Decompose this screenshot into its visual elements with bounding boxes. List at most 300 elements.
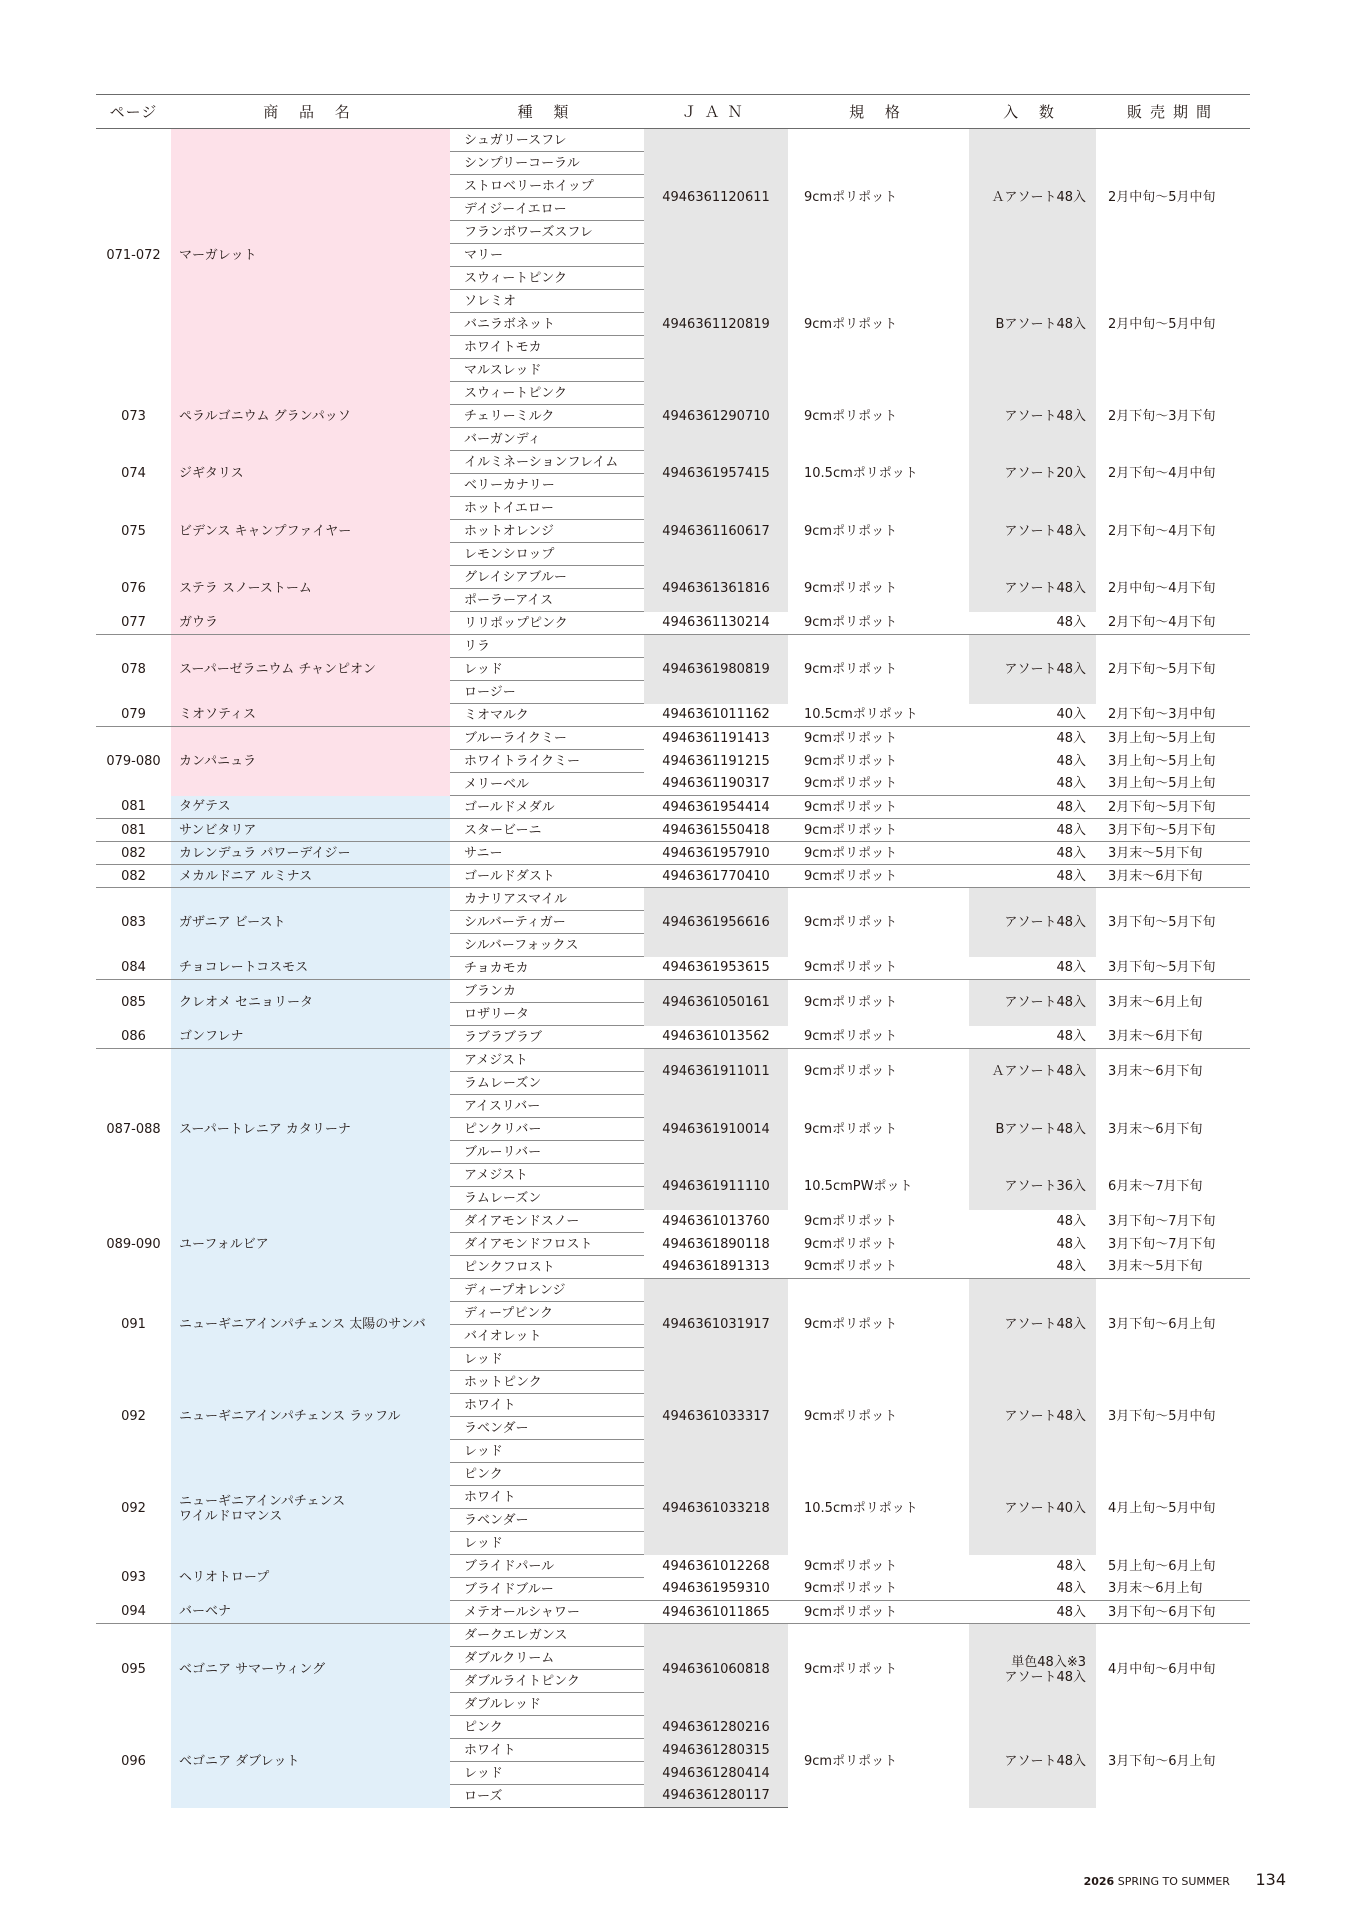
jan-cell: 4946361280315: [644, 1739, 788, 1762]
kind-cell: ポーラーアイス: [450, 589, 644, 612]
sales-period-cell: 3月末～5月下旬: [1096, 842, 1250, 865]
jan-cell: 4946361911011: [644, 1049, 788, 1095]
sales-period-cell: 2月下旬～5月下旬: [1096, 796, 1250, 819]
spec-cell: 9cmポリポット: [804, 581, 898, 596]
sales-period-cell: 3月末～6月下旬: [1096, 1026, 1250, 1049]
page-cell: 092: [121, 1409, 146, 1424]
sales-period-cell: 3月下旬～5月中旬: [1108, 1409, 1216, 1424]
kind-cell: デイジーイエロー: [450, 198, 644, 221]
sales-period-cell: 4月上旬～5月中旬: [1108, 1501, 1216, 1516]
sales-period-cell: 3月下旬～6月下旬: [1096, 1601, 1250, 1624]
kind-cell: シルバーティガー: [450, 911, 644, 934]
kind-cell: スウィートピンク: [450, 382, 644, 405]
jan-cell: 4946361980819: [644, 635, 788, 704]
sales-period-cell: 6月末～7月下旬: [1108, 1179, 1203, 1194]
header-page: ページ: [96, 95, 171, 129]
product-name-cell: ニューギニアインパチェンス ラッフル: [171, 1371, 450, 1463]
page-cell: 081: [96, 796, 171, 819]
page-cell: 083: [121, 914, 146, 930]
kind-cell: メテオールシャワー: [450, 1601, 644, 1624]
page-cell: 075: [121, 523, 146, 539]
table-row: [96, 1463, 1250, 1486]
product-name-cell: スーパーゼラニウム チャンピオン: [171, 635, 450, 704]
header-spec: 規 格: [788, 95, 969, 129]
quantity-cell: 48入: [969, 612, 1096, 635]
quantity-cell: アソート20入: [969, 451, 1096, 497]
page-cell: 096: [121, 1754, 146, 1769]
quantity-cell: 48入: [969, 1210, 1096, 1233]
jan-cell: 4946361033218: [644, 1463, 788, 1555]
kind-cell: ホワイト: [450, 1394, 644, 1417]
product-name-cell: マーガレット: [171, 129, 450, 382]
page-cell: 084: [96, 957, 171, 980]
table-row: [96, 727, 1250, 750]
quantity-cell: アソート48入: [969, 635, 1096, 704]
table-row: [96, 1049, 1250, 1072]
kind-cell: リラ: [450, 635, 644, 658]
product-name-cell: ジギタリス: [171, 451, 450, 497]
kind-cell: ゴールドダスト: [450, 865, 644, 888]
kind-cell: ローズ: [450, 1785, 644, 1808]
page-cell: 095: [121, 1662, 146, 1678]
spec-cell: 9cmポリポット: [788, 1026, 969, 1049]
jan-cell: 4946361012268: [644, 1555, 788, 1578]
kind-cell: シンプリーコーラル: [450, 152, 644, 175]
quantity-cell: Bアソート48入: [969, 1095, 1096, 1164]
sales-period-cell: 3月下旬～5月下旬: [1108, 914, 1216, 930]
jan-cell: 4946361957910: [644, 842, 788, 865]
sales-period-cell: 3月末～6月下旬: [1108, 1121, 1203, 1137]
product-table: [96, 94, 1250, 1808]
quantity-cell: 単色48入※3 アソート48入: [969, 1624, 1096, 1716]
jan-cell: 4946361290710: [644, 382, 788, 451]
header-sales-period: 販売期間: [1096, 95, 1250, 129]
kind-cell: アイスリバー: [450, 1095, 644, 1118]
kind-cell: チェリーミルク: [450, 405, 644, 428]
spec-cell: 10.5cmPWポット: [804, 1179, 913, 1194]
table-body: [96, 129, 1250, 1808]
sales-period-cell: 3月末～6月上旬: [1108, 995, 1203, 1011]
quantity-cell: 48入: [969, 1601, 1096, 1624]
kind-cell: レッド: [450, 1532, 644, 1555]
kind-cell: スタービーニ: [450, 819, 644, 842]
header-quantity: 入 数: [969, 95, 1096, 129]
jan-cell: 4946361956616: [644, 888, 788, 957]
quantity-cell: 48入: [969, 727, 1096, 750]
product-name-cell: ゴンフレナ: [171, 1026, 450, 1049]
spec-cell: 9cmポリポット: [788, 819, 969, 842]
spec-cell: 9cmポリポット: [788, 773, 969, 796]
kind-cell: バーガンディ: [450, 428, 644, 451]
kind-cell: ダブルライトピンク: [450, 1670, 644, 1693]
kind-cell: レッド: [450, 1762, 644, 1785]
spec-cell: 9cmポリポット: [788, 1256, 969, 1279]
footer-season: SPRING TO SUMMER: [1117, 1875, 1230, 1888]
table-header: [96, 95, 1250, 129]
page-cell: 093: [121, 1570, 146, 1585]
jan-cell: 4946361953615: [644, 957, 788, 980]
jan-cell: 4946361060818: [644, 1624, 788, 1716]
sales-period-cell: 4月中旬～6月中旬: [1108, 1662, 1216, 1678]
kind-cell: アメジスト: [450, 1164, 644, 1187]
spec-cell: 10.5cmポリポット: [788, 704, 969, 727]
kind-cell: レッド: [450, 658, 644, 681]
kind-cell: マルスレッド: [450, 359, 644, 382]
product-name-cell: ガウラ: [171, 612, 450, 635]
jan-cell: 4946361361816: [644, 566, 788, 612]
quantity-cell: アソート48入: [969, 382, 1096, 451]
sales-period-cell: 2月下旬～4月下旬: [1108, 523, 1216, 539]
kind-cell: ホワイトライクミー: [450, 750, 644, 773]
sales-period-cell: 3月下旬～7月下旬: [1108, 1213, 1216, 1229]
spec-cell: 10.5cmポリポット: [804, 1501, 918, 1516]
kind-cell: ダブルクリーム: [450, 1647, 644, 1670]
kind-cell: ディープピンク: [450, 1302, 644, 1325]
jan-cell: 4946361120611: [644, 129, 788, 267]
page-cell: 078: [121, 661, 146, 677]
spec-cell: 9cmポリポット: [788, 865, 969, 888]
product-name-cell: ヘリオトロープ: [171, 1555, 450, 1601]
kind-cell: ロザリータ: [450, 1003, 644, 1026]
table-row: [96, 957, 1250, 980]
quantity-cell: 48入: [969, 750, 1096, 773]
quantity-cell: 48入: [969, 796, 1096, 819]
sales-period-cell: 3月下旬～7月下旬: [1108, 1236, 1216, 1252]
jan-cell: 4946361191215: [644, 750, 788, 773]
quantity-cell: アソート48入: [969, 888, 1096, 957]
quantity-cell: アソート36入: [969, 1164, 1096, 1210]
table-row: [96, 865, 1250, 888]
table-row: [96, 888, 1250, 911]
product-name-cell: ミオソティス: [171, 704, 450, 727]
page-number: 134: [1255, 1870, 1286, 1889]
sales-period-cell: 2月下旬～3月下旬: [1108, 408, 1216, 424]
table-row: [96, 1716, 1250, 1739]
quantity-cell: 48入: [969, 842, 1096, 865]
kind-cell: ホワイトモカ: [450, 336, 644, 359]
kind-cell: ラムレーズン: [450, 1072, 644, 1095]
jan-cell: 4946361130214: [644, 612, 788, 635]
kind-cell: ストロベリーホイップ: [450, 175, 644, 198]
sales-period-cell: 3月末～5月下旬: [1096, 1256, 1250, 1279]
sales-period-cell: 2月中旬～4月下旬: [1108, 581, 1216, 596]
table-row: [96, 451, 1250, 474]
kind-cell: シュガリースフレ: [450, 129, 644, 152]
kind-cell: ダブルレッド: [450, 1693, 644, 1716]
jan-cell: 4946361770410: [644, 865, 788, 888]
kind-cell: ダイアモンドフロスト: [450, 1233, 644, 1256]
spec-cell: 9cmポリポット: [788, 957, 969, 980]
quantity-cell: アソート48入: [969, 1716, 1096, 1808]
page-cell: 082: [96, 842, 171, 865]
table-row: [96, 980, 1250, 1003]
jan-cell: 4946361910014: [644, 1095, 788, 1164]
table-row: [96, 1371, 1250, 1394]
kind-cell: シルバーフォックス: [450, 934, 644, 957]
kind-cell: リリポップピンク: [450, 612, 644, 635]
kind-cell: ロージー: [450, 681, 644, 704]
kind-cell: バニラボネット: [450, 313, 644, 336]
sales-period-cell: 3月上旬～5月上旬: [1108, 730, 1216, 746]
quantity-cell: アソート48入: [969, 497, 1096, 566]
jan-cell: 4946361890118: [644, 1233, 788, 1256]
sales-period-cell: 3月下旬～5月下旬: [1096, 957, 1250, 980]
table-row: [96, 1026, 1250, 1049]
table-row: [96, 635, 1250, 658]
product-name-cell: メカルドニア ルミナス: [171, 865, 450, 888]
spec-cell: 9cmポリポット: [804, 1409, 898, 1424]
quantity-cell: 48入: [969, 773, 1096, 796]
kind-cell: サニー: [450, 842, 644, 865]
page-cell: 082: [96, 865, 171, 888]
spec-cell: 9cmポリポット: [804, 730, 898, 746]
spec-cell: 10.5cmポリポット: [804, 466, 918, 481]
kind-cell: マリー: [450, 244, 644, 267]
spec-cell: 9cmポリポット: [804, 1213, 898, 1229]
page-cell: 091: [121, 1317, 146, 1332]
sales-period-cell: 2月下旬～4月下旬: [1096, 612, 1250, 635]
kind-cell: レモンシロップ: [450, 543, 644, 566]
kind-cell: チョカモカ: [450, 957, 644, 980]
kind-cell: ブルーライクミー: [450, 727, 644, 750]
kind-cell: アメジスト: [450, 1049, 644, 1072]
product-name-cell: クレオメ セニョリータ: [171, 980, 450, 1026]
page-cell: 079: [96, 704, 171, 727]
product-name-cell: カレンデュラ パワーデイジー: [171, 842, 450, 865]
sales-period-cell: 3月末～6月下旬: [1096, 865, 1250, 888]
product-name-cell: ステラ スノーストーム: [171, 566, 450, 612]
footer-year: 2026: [1083, 1875, 1115, 1888]
kind-cell: ホットイエロー: [450, 497, 644, 520]
quantity-cell: 48入: [969, 1555, 1096, 1578]
kind-cell: ホワイト: [450, 1486, 644, 1509]
quantity-cell: アソート48入: [969, 566, 1096, 612]
kind-cell: イルミネーションフレイム: [450, 451, 644, 474]
sales-period-cell: 2月中旬～5月中旬: [1108, 190, 1216, 206]
header-product-name: 商 品 名: [171, 95, 450, 129]
kind-cell: ブランカ: [450, 980, 644, 1003]
kind-cell: ホワイト: [450, 1739, 644, 1762]
sales-period-cell: 3月末～6月下旬: [1108, 1064, 1203, 1080]
sales-period-cell: 2月下旬～3月中旬: [1096, 704, 1250, 727]
kind-cell: ピンク: [450, 1463, 644, 1486]
quantity-cell: 48入: [969, 1026, 1096, 1049]
spec-cell: 9cmポリポット: [804, 1317, 898, 1333]
table-row: [96, 129, 1250, 152]
jan-cell: 4946361280414: [644, 1762, 788, 1785]
product-name-cell: ベゴニア サマーウィング: [171, 1624, 450, 1716]
quantity-cell: 40入: [969, 704, 1096, 727]
spec-cell: 9cmポリポット: [804, 1754, 898, 1769]
page-footer: [1084, 1870, 1286, 1889]
spec-cell: 9cmポリポット: [788, 842, 969, 865]
quantity-cell: Bアソート48入: [969, 267, 1096, 382]
quantity-cell: 48入: [969, 865, 1096, 888]
sales-period-cell: 3月末～6月上旬: [1096, 1578, 1250, 1601]
kind-cell: スウィートピンク: [450, 267, 644, 290]
product-name-cell: タゲテス: [171, 796, 450, 819]
spec-cell: 9cmポリポット: [804, 1236, 898, 1252]
quantity-cell: Ａアソート48入: [969, 1049, 1096, 1095]
product-name-cell: ユーフォルビア: [171, 1210, 450, 1279]
page-cell: 085: [121, 995, 146, 1011]
kind-cell: ラベンダー: [450, 1417, 644, 1440]
jan-cell: 4946361011865: [644, 1601, 788, 1624]
page-cell: 077: [96, 612, 171, 635]
quantity-cell: 48入: [969, 1256, 1096, 1279]
kind-cell: ピンクリバー: [450, 1118, 644, 1141]
product-name-cell: チョコレートコスモス: [171, 957, 450, 980]
sales-period-cell: 5月上旬～6月上旬: [1108, 1558, 1216, 1574]
spec-cell: 9cmポリポット: [804, 1064, 898, 1080]
jan-cell: 4946361033317: [644, 1371, 788, 1463]
page-cell: 089-090: [106, 1236, 161, 1252]
jan-cell: 4946361160617: [644, 497, 788, 566]
page-cell: 094: [96, 1601, 171, 1624]
kind-cell: フランボワーズスフレ: [450, 221, 644, 244]
quantity-cell: 48入: [969, 1578, 1096, 1601]
product-name-cell: ベゴニア ダブレット: [171, 1716, 450, 1808]
product-name-cell: ビデンス キャンプファイヤー: [171, 497, 450, 566]
kind-cell: メリーベル: [450, 773, 644, 796]
spec-cell: 9cmポリポット: [788, 1578, 969, 1601]
page-cell: 071-072: [106, 247, 161, 263]
table-row: [96, 566, 1250, 589]
sales-period-cell: 3月上旬～5月上旬: [1096, 773, 1250, 796]
spec-cell: 9cmポリポット: [788, 1601, 969, 1624]
jan-cell: 4946361959310: [644, 1578, 788, 1601]
table-row: [96, 497, 1250, 520]
spec-cell: 9cmポリポット: [804, 661, 898, 677]
spec-cell: 9cmポリポット: [804, 1662, 898, 1678]
spec-cell: 9cmポリポット: [804, 523, 898, 539]
page-cell: 073: [121, 408, 146, 424]
sales-period-cell: 3月下旬～6月上旬: [1108, 1317, 1216, 1333]
jan-cell: 4946361013562: [644, 1026, 788, 1049]
kind-cell: ブライドブルー: [450, 1578, 644, 1601]
page-cell: 076: [121, 581, 146, 596]
kind-cell: カナリアスマイル: [450, 888, 644, 911]
spec-cell: 9cmポリポット: [788, 796, 969, 819]
kind-cell: ディープオレンジ: [450, 1279, 644, 1302]
table-row: [96, 796, 1250, 819]
kind-cell: ピンク: [450, 1716, 644, 1739]
product-name-cell: ニューギニアインパチェンス ワイルドロマンス: [171, 1463, 450, 1555]
page-cell: 081: [96, 819, 171, 842]
kind-cell: ブルーリバー: [450, 1141, 644, 1164]
kind-cell: ラムレーズン: [450, 1187, 644, 1210]
jan-cell: 4946361911110: [644, 1164, 788, 1210]
table-row: [96, 1555, 1250, 1578]
kind-cell: ピンクフロスト: [450, 1256, 644, 1279]
page-cell: 086: [96, 1026, 171, 1049]
kind-cell: ベリーカナリー: [450, 474, 644, 497]
table-row: [96, 819, 1250, 842]
spec-cell: 9cmポリポット: [804, 1121, 898, 1137]
jan-cell: 4946361191413: [644, 727, 788, 750]
page-cell: 092: [121, 1501, 146, 1516]
product-name-cell: ガザニア ビースト: [171, 888, 450, 957]
sales-period-cell: 3月下旬～5月下旬: [1096, 819, 1250, 842]
table-row: [96, 1279, 1250, 1302]
table-row: [96, 612, 1250, 635]
kind-cell: ラブラブラブ: [450, 1026, 644, 1049]
sales-period-cell: 2月下旬～4月中旬: [1108, 466, 1216, 481]
kind-cell: グレイシアブルー: [450, 566, 644, 589]
table-row: [96, 1624, 1250, 1647]
table-row: [96, 704, 1250, 727]
jan-cell: 4946361954414: [644, 796, 788, 819]
page-cell: 074: [121, 466, 146, 481]
jan-cell: 4946361120819: [644, 267, 788, 382]
page-cell: 087-088: [106, 1121, 161, 1137]
product-name-cell: スーパートレニア カタリーナ: [171, 1049, 450, 1210]
sales-period-cell: 3月上旬～5月上旬: [1108, 753, 1216, 769]
header-kind: 種 類: [450, 95, 644, 129]
kind-cell: バイオレット: [450, 1325, 644, 1348]
quantity-cell: アソート40入: [969, 1463, 1096, 1555]
kind-cell: ホットオレンジ: [450, 520, 644, 543]
jan-cell: 4946361031917: [644, 1279, 788, 1371]
sales-period-cell: 2月中旬～5月中旬: [1108, 316, 1216, 332]
product-name-cell: バーベナ: [171, 1601, 450, 1624]
spec-cell: 9cmポリポット: [804, 995, 898, 1011]
product-name-cell: ペラルゴニウム グランパッソ: [171, 382, 450, 451]
jan-cell: 4946361550418: [644, 819, 788, 842]
jan-cell: 4946361280117: [644, 1785, 788, 1808]
product-name-cell: ニューギニアインパチェンス 太陽のサンバ: [171, 1279, 450, 1371]
table-row: [96, 1601, 1250, 1624]
quantity-cell: アソート48入: [969, 1279, 1096, 1371]
table-row: [96, 1210, 1250, 1233]
kind-cell: ホットピンク: [450, 1371, 644, 1394]
quantity-cell: アソート48入: [969, 1371, 1096, 1463]
kind-cell: ラベンダー: [450, 1509, 644, 1532]
product-name-cell: カンパニュラ: [171, 727, 450, 796]
kind-cell: ダークエレガンス: [450, 1624, 644, 1647]
spec-cell: 9cmポリポット: [804, 753, 898, 769]
header-jan: ＪＡＮ: [644, 95, 788, 129]
spec-cell: 9cmポリポット: [804, 190, 898, 206]
quantity-cell: 48入: [969, 1233, 1096, 1256]
spec-cell: 9cmポリポット: [788, 612, 969, 635]
kind-cell: ゴールドメダル: [450, 796, 644, 819]
jan-cell: 4946361280216: [644, 1716, 788, 1739]
table-row: [96, 382, 1250, 405]
quantity-cell: Ａアソート48入: [969, 129, 1096, 267]
product-list-sheet: [96, 94, 1250, 1808]
quantity-cell: 48入: [969, 957, 1096, 980]
jan-cell: 4946361190317: [644, 773, 788, 796]
product-name-cell: サンビタリア: [171, 819, 450, 842]
kind-cell: ソレミオ: [450, 290, 644, 313]
sales-period-cell: 3月下旬～6月上旬: [1108, 1754, 1216, 1769]
jan-cell: 4946361891313: [644, 1256, 788, 1279]
jan-cell: 4946361957415: [644, 451, 788, 497]
page-cell: 079-080: [106, 753, 161, 769]
spec-cell: 9cmポリポット: [804, 914, 898, 930]
quantity-cell: アソート48入: [969, 980, 1096, 1026]
kind-cell: ミオマルク: [450, 704, 644, 727]
table-row: [96, 842, 1250, 865]
spec-cell: 9cmポリポット: [804, 1558, 898, 1574]
jan-cell: 4946361011162: [644, 704, 788, 727]
kind-cell: ダイアモンドスノー: [450, 1210, 644, 1233]
spec-cell: 9cmポリポット: [804, 408, 898, 424]
jan-cell: 4946361013760: [644, 1210, 788, 1233]
jan-cell: 4946361050161: [644, 980, 788, 1026]
quantity-cell: 48入: [969, 819, 1096, 842]
